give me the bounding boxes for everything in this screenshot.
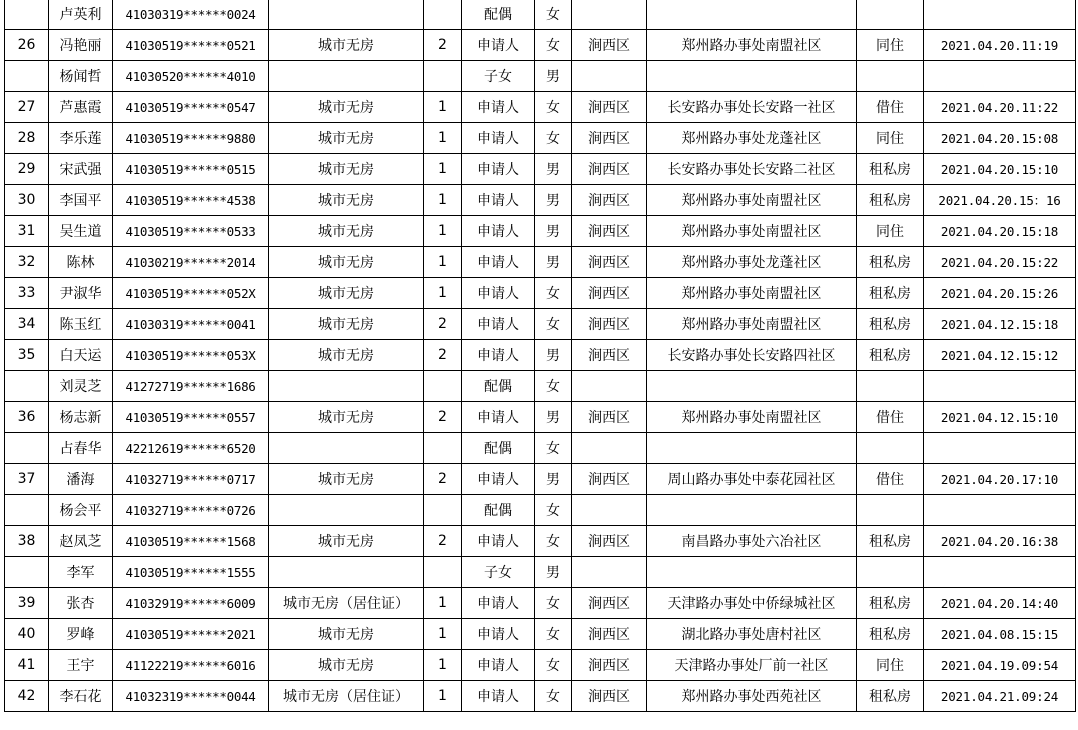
cell-district: 涧西区 [572, 464, 647, 495]
cell-id-number: 41030519******0533 [113, 216, 269, 247]
table-row [5, 247, 1076, 278]
cell-id-number: 41030519******1555 [113, 557, 269, 588]
cell-household-count: 1 [424, 681, 462, 712]
cell-id-number: 41030519******1568 [113, 526, 269, 557]
cell-address: 郑州路办事处龙蓬社区 [647, 247, 857, 278]
cell-housing-status: 同住 [857, 30, 924, 61]
cell-number: 26 [5, 30, 49, 61]
cell-address: 郑州路办事处龙蓬社区 [647, 123, 857, 154]
cell-number: 37 [5, 464, 49, 495]
cell-name: 杨会平 [49, 495, 113, 526]
cell-gender: 男 [535, 402, 572, 433]
cell-household-count: 2 [424, 340, 462, 371]
cell-number: 31 [5, 216, 49, 247]
cell-housing-status: 租私房 [857, 247, 924, 278]
cell-housing-status: 租私房 [857, 309, 924, 340]
cell-relation: 申请人 [462, 526, 535, 557]
cell-district: 涧西区 [572, 30, 647, 61]
cell-id-number: 41030519******052X [113, 278, 269, 309]
cell-household-count: 1 [424, 619, 462, 650]
cell-address: 郑州路办事处南盟社区 [647, 30, 857, 61]
cell-datetime: 2021.04.20.15：16 [924, 185, 1076, 216]
cell-id-number: 41032319******0044 [113, 681, 269, 712]
cell-number: 36 [5, 402, 49, 433]
cell-name: 陈玉红 [49, 309, 113, 340]
cell-address: 湖北路办事处唐村社区 [647, 619, 857, 650]
cell-gender: 女 [535, 495, 572, 526]
cell-id-number: 41030519******0557 [113, 402, 269, 433]
table-row [5, 650, 1076, 681]
cell-id-number: 41272719******1686 [113, 371, 269, 402]
cell-district: 涧西区 [572, 681, 647, 712]
cell-id-number: 41030519******9880 [113, 123, 269, 154]
table-row [5, 619, 1076, 650]
cell-housing-type: 城市无房 [269, 619, 424, 650]
cell-housing-status: 租私房 [857, 154, 924, 185]
table-row [5, 464, 1076, 495]
cell-district [572, 433, 647, 464]
cell-relation: 申请人 [462, 309, 535, 340]
cell-gender: 女 [535, 650, 572, 681]
cell-number: 40 [5, 619, 49, 650]
cell-address: 天津路办事处中侨绿城社区 [647, 588, 857, 619]
cell-housing-status: 借住 [857, 402, 924, 433]
cell-id-number: 41122219******6016 [113, 650, 269, 681]
cell-housing-status: 租私房 [857, 340, 924, 371]
cell-number [5, 557, 49, 588]
cell-datetime: 2021.04.12.15:12 [924, 340, 1076, 371]
cell-address: 长安路办事处长安路一社区 [647, 92, 857, 123]
cell-gender: 女 [535, 92, 572, 123]
cell-district: 涧西区 [572, 247, 647, 278]
cell-name: 李石花 [49, 681, 113, 712]
cell-gender: 女 [535, 433, 572, 464]
cell-household-count: 2 [424, 464, 462, 495]
cell-housing-status: 租私房 [857, 278, 924, 309]
cell-household-count [424, 557, 462, 588]
cell-household-count: 2 [424, 309, 462, 340]
cell-number: 28 [5, 123, 49, 154]
cell-household-count [424, 61, 462, 92]
table-row [5, 681, 1076, 712]
cell-gender: 女 [535, 619, 572, 650]
cell-relation: 申请人 [462, 30, 535, 61]
cell-district: 涧西区 [572, 123, 647, 154]
cell-housing-status [857, 371, 924, 402]
cell-district: 涧西区 [572, 309, 647, 340]
cell-housing-type [269, 61, 424, 92]
cell-housing-type: 城市无房 [269, 309, 424, 340]
cell-housing-status [857, 495, 924, 526]
table-row [5, 0, 1076, 30]
cell-name: 李军 [49, 557, 113, 588]
cell-number [5, 61, 49, 92]
cell-housing-status [857, 557, 924, 588]
cell-address: 南昌路办事处六冶社区 [647, 526, 857, 557]
cell-household-count: 1 [424, 588, 462, 619]
cell-datetime: 2021.04.20.15:18 [924, 216, 1076, 247]
cell-housing-status: 借住 [857, 92, 924, 123]
cell-id-number: 41030519******2021 [113, 619, 269, 650]
cell-housing-status: 租私房 [857, 526, 924, 557]
cell-name: 李国平 [49, 185, 113, 216]
cell-address [647, 433, 857, 464]
cell-gender: 女 [535, 278, 572, 309]
cell-housing-type [269, 495, 424, 526]
cell-number [5, 495, 49, 526]
cell-housing-type: 城市无房 [269, 464, 424, 495]
cell-household-count: 1 [424, 185, 462, 216]
cell-number: 29 [5, 154, 49, 185]
cell-district [572, 0, 647, 30]
cell-relation: 申请人 [462, 340, 535, 371]
cell-housing-status: 同住 [857, 216, 924, 247]
cell-name: 潘海 [49, 464, 113, 495]
table-row [5, 185, 1076, 216]
cell-id-number: 41032719******0726 [113, 495, 269, 526]
cell-housing-type: 城市无房 [269, 278, 424, 309]
cell-name: 宋武强 [49, 154, 113, 185]
table-body [5, 0, 1076, 712]
cell-relation: 申请人 [462, 464, 535, 495]
cell-housing-type: 城市无房 [269, 402, 424, 433]
cell-name: 冯艳丽 [49, 30, 113, 61]
cell-address: 长安路办事处长安路四社区 [647, 340, 857, 371]
applicant-table [4, 0, 1076, 712]
cell-datetime: 2021.04.20.15:26 [924, 278, 1076, 309]
cell-name: 杨志新 [49, 402, 113, 433]
cell-address: 天津路办事处厂前一社区 [647, 650, 857, 681]
cell-housing-status: 同住 [857, 650, 924, 681]
cell-household-count [424, 495, 462, 526]
cell-relation: 配偶 [462, 495, 535, 526]
cell-number: 33 [5, 278, 49, 309]
cell-id-number: 41030219******2014 [113, 247, 269, 278]
cell-id-number: 41030519******0515 [113, 154, 269, 185]
cell-datetime: 2021.04.12.15:10 [924, 402, 1076, 433]
cell-district: 涧西区 [572, 340, 647, 371]
cell-household-count: 2 [424, 526, 462, 557]
cell-housing-status: 租私房 [857, 185, 924, 216]
cell-datetime [924, 433, 1076, 464]
cell-number: 41 [5, 650, 49, 681]
cell-name: 陈林 [49, 247, 113, 278]
cell-name: 杨闻哲 [49, 61, 113, 92]
cell-name: 王宇 [49, 650, 113, 681]
cell-gender: 男 [535, 464, 572, 495]
table-row [5, 588, 1076, 619]
table-row [5, 154, 1076, 185]
cell-address: 郑州路办事处南盟社区 [647, 402, 857, 433]
cell-housing-status [857, 0, 924, 30]
cell-district: 涧西区 [572, 216, 647, 247]
cell-household-count [424, 371, 462, 402]
table-row [5, 526, 1076, 557]
cell-address: 郑州路办事处西苑社区 [647, 681, 857, 712]
cell-id-number: 41030519******0547 [113, 92, 269, 123]
cell-housing-type: 城市无房 [269, 650, 424, 681]
cell-datetime: 2021.04.08.15:15 [924, 619, 1076, 650]
cell-housing-status: 租私房 [857, 619, 924, 650]
cell-district [572, 495, 647, 526]
cell-number: 42 [5, 681, 49, 712]
cell-gender: 男 [535, 154, 572, 185]
table-row [5, 278, 1076, 309]
cell-id-number: 41030519******053X [113, 340, 269, 371]
cell-number: 32 [5, 247, 49, 278]
cell-housing-type [269, 557, 424, 588]
cell-household-count [424, 433, 462, 464]
cell-name: 赵凤芝 [49, 526, 113, 557]
cell-address: 周山路办事处中泰花园社区 [647, 464, 857, 495]
cell-number: 27 [5, 92, 49, 123]
cell-relation: 子女 [462, 557, 535, 588]
cell-household-count: 1 [424, 92, 462, 123]
cell-district [572, 557, 647, 588]
cell-housing-type: 城市无房 [269, 526, 424, 557]
table-row [5, 433, 1076, 464]
cell-district: 涧西区 [572, 650, 647, 681]
cell-gender: 女 [535, 123, 572, 154]
cell-number [5, 433, 49, 464]
cell-relation: 配偶 [462, 433, 535, 464]
table-row [5, 495, 1076, 526]
cell-district: 涧西区 [572, 619, 647, 650]
cell-gender: 男 [535, 247, 572, 278]
cell-housing-type: 城市无房 [269, 154, 424, 185]
cell-gender: 男 [535, 185, 572, 216]
cell-relation: 申请人 [462, 123, 535, 154]
cell-relation: 申请人 [462, 216, 535, 247]
cell-gender: 女 [535, 0, 572, 30]
cell-relation: 申请人 [462, 154, 535, 185]
cell-id-number: 41030319******0024 [113, 0, 269, 30]
cell-datetime [924, 61, 1076, 92]
cell-address: 郑州路办事处南盟社区 [647, 216, 857, 247]
table-row [5, 340, 1076, 371]
cell-datetime [924, 495, 1076, 526]
table-row [5, 123, 1076, 154]
cell-name: 卢英利 [49, 0, 113, 30]
cell-relation: 配偶 [462, 0, 535, 30]
cell-id-number: 41030519******0521 [113, 30, 269, 61]
cell-relation: 申请人 [462, 650, 535, 681]
cell-relation: 申请人 [462, 588, 535, 619]
cell-address [647, 61, 857, 92]
cell-name: 刘灵芝 [49, 371, 113, 402]
cell-district: 涧西区 [572, 588, 647, 619]
cell-datetime [924, 0, 1076, 30]
table-row [5, 402, 1076, 433]
cell-district: 涧西区 [572, 185, 647, 216]
cell-gender: 女 [535, 526, 572, 557]
cell-number: 35 [5, 340, 49, 371]
cell-housing-type: 城市无房 [269, 185, 424, 216]
cell-housing-type: 城市无房（居住证） [269, 681, 424, 712]
cell-household-count: 1 [424, 650, 462, 681]
cell-housing-type: 城市无房 [269, 30, 424, 61]
cell-datetime: 2021.04.20.16:38 [924, 526, 1076, 557]
cell-gender: 男 [535, 216, 572, 247]
table-row [5, 557, 1076, 588]
cell-name: 张杏 [49, 588, 113, 619]
cell-district: 涧西区 [572, 154, 647, 185]
table-row [5, 92, 1076, 123]
cell-datetime: 2021.04.21.09:24 [924, 681, 1076, 712]
cell-datetime: 2021.04.20.11:22 [924, 92, 1076, 123]
cell-address: 郑州路办事处南盟社区 [647, 185, 857, 216]
cell-number: 38 [5, 526, 49, 557]
cell-datetime: 2021.04.20.15:22 [924, 247, 1076, 278]
cell-address [647, 557, 857, 588]
cell-id-number: 41030519******4538 [113, 185, 269, 216]
cell-household-count [424, 0, 462, 30]
cell-gender: 女 [535, 371, 572, 402]
cell-address [647, 371, 857, 402]
cell-datetime: 2021.04.20.15:10 [924, 154, 1076, 185]
cell-gender: 女 [535, 681, 572, 712]
cell-number [5, 371, 49, 402]
cell-name: 李乐莲 [49, 123, 113, 154]
cell-housing-status [857, 433, 924, 464]
cell-housing-type: 城市无房 [269, 247, 424, 278]
cell-address [647, 495, 857, 526]
cell-housing-type: 城市无房 [269, 123, 424, 154]
cell-address: 郑州路办事处南盟社区 [647, 278, 857, 309]
cell-id-number: 41030520******4010 [113, 61, 269, 92]
cell-household-count: 2 [424, 402, 462, 433]
table-row [5, 216, 1076, 247]
cell-district [572, 371, 647, 402]
cell-relation: 申请人 [462, 92, 535, 123]
cell-housing-status [857, 61, 924, 92]
table-row [5, 371, 1076, 402]
cell-district: 涧西区 [572, 92, 647, 123]
cell-number [5, 0, 49, 30]
cell-relation: 申请人 [462, 619, 535, 650]
cell-gender: 女 [535, 588, 572, 619]
cell-name: 占春华 [49, 433, 113, 464]
cell-housing-type [269, 371, 424, 402]
cell-housing-status: 同住 [857, 123, 924, 154]
cell-housing-type: 城市无房（居住证） [269, 588, 424, 619]
cell-gender: 男 [535, 61, 572, 92]
cell-district: 涧西区 [572, 526, 647, 557]
table-row [5, 61, 1076, 92]
cell-relation: 申请人 [462, 278, 535, 309]
cell-household-count: 1 [424, 278, 462, 309]
cell-id-number: 41030319******0041 [113, 309, 269, 340]
cell-number: 34 [5, 309, 49, 340]
cell-datetime: 2021.04.20.17:10 [924, 464, 1076, 495]
cell-household-count: 1 [424, 247, 462, 278]
cell-name: 罗峰 [49, 619, 113, 650]
cell-relation: 申请人 [462, 681, 535, 712]
cell-district [572, 61, 647, 92]
cell-datetime: 2021.04.20.14:40 [924, 588, 1076, 619]
cell-address: 长安路办事处长安路二社区 [647, 154, 857, 185]
cell-datetime [924, 557, 1076, 588]
cell-household-count: 1 [424, 216, 462, 247]
cell-datetime [924, 371, 1076, 402]
cell-housing-type: 城市无房 [269, 92, 424, 123]
cell-housing-type [269, 433, 424, 464]
cell-relation: 配偶 [462, 371, 535, 402]
cell-relation: 子女 [462, 61, 535, 92]
cell-relation: 申请人 [462, 247, 535, 278]
cell-gender: 男 [535, 557, 572, 588]
cell-relation: 申请人 [462, 185, 535, 216]
cell-name: 白天运 [49, 340, 113, 371]
cell-address [647, 0, 857, 30]
cell-name: 尹淑华 [49, 278, 113, 309]
table-row [5, 30, 1076, 61]
table-row [5, 309, 1076, 340]
cell-housing-status: 借住 [857, 464, 924, 495]
cell-district: 涧西区 [572, 402, 647, 433]
cell-housing-type: 城市无房 [269, 340, 424, 371]
cell-gender: 女 [535, 30, 572, 61]
cell-name: 吴生道 [49, 216, 113, 247]
cell-number: 39 [5, 588, 49, 619]
cell-housing-status: 租私房 [857, 681, 924, 712]
cell-gender: 男 [535, 340, 572, 371]
cell-household-count: 1 [424, 123, 462, 154]
cell-id-number: 41032719******0717 [113, 464, 269, 495]
cell-relation: 申请人 [462, 402, 535, 433]
cell-address: 郑州路办事处南盟社区 [647, 309, 857, 340]
cell-id-number: 41032919******6009 [113, 588, 269, 619]
cell-household-count: 1 [424, 154, 462, 185]
cell-name: 芦惠霞 [49, 92, 113, 123]
cell-number: 30 [5, 185, 49, 216]
cell-datetime: 2021.04.12.15:18 [924, 309, 1076, 340]
cell-housing-type [269, 0, 424, 30]
cell-gender: 女 [535, 309, 572, 340]
cell-district: 涧西区 [572, 278, 647, 309]
cell-id-number: 42212619******6520 [113, 433, 269, 464]
cell-datetime: 2021.04.19.09:54 [924, 650, 1076, 681]
cell-datetime: 2021.04.20.11:19 [924, 30, 1076, 61]
cell-datetime: 2021.04.20.15:08 [924, 123, 1076, 154]
cell-housing-type: 城市无房 [269, 216, 424, 247]
cell-housing-status: 租私房 [857, 588, 924, 619]
cell-household-count: 2 [424, 30, 462, 61]
